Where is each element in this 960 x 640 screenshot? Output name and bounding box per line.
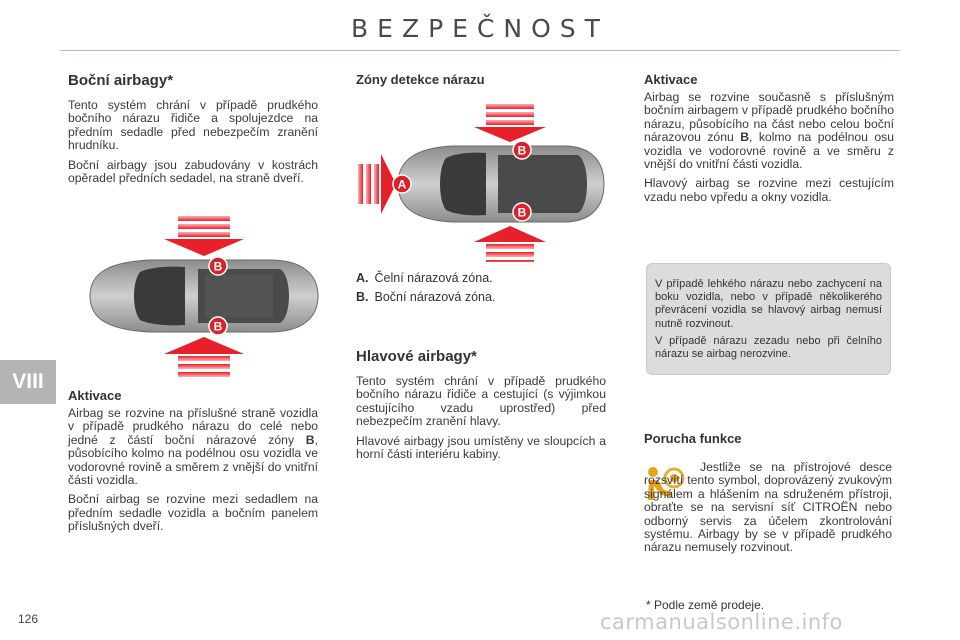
malfunction-section — [644, 431, 894, 450]
page-title: BEZPEČNOST — [351, 14, 609, 43]
side-activation-title: Aktivace — [68, 388, 122, 403]
impact-zones-figure — [356, 102, 606, 262]
head-activation-section — [644, 72, 894, 210]
watermark: carmanualsonline.info — [600, 610, 843, 634]
side-activation-text: Airbag se rozvine na příslušné straně vozidla v případě prudkého nárazu do celé nebo jedné z částí boční nárazové zóny B, působícího kolmo na podélnou osu vozidla ve vodorovné rovině a směrem z vnější do vnitřní části vozidla. — [68, 406, 318, 488]
svg-text:B: B — [517, 205, 527, 220]
car-top-view-zones — [398, 143, 604, 222]
zone-b-badge-bottom-zones — [513, 203, 531, 221]
title-divider — [60, 50, 900, 51]
head-airbags-title: Hlavové airbagy* — [356, 348, 477, 365]
note-rear-impact: V případě nárazu zezadu nebo při čelního nárazu se airbag nerozvine. — [655, 334, 882, 361]
head-airbags-section — [356, 348, 606, 467]
side-impact-figure — [80, 214, 325, 379]
arrow-up-bottom-zones — [474, 226, 546, 262]
side-airbags-intro: Tento systém chrání v případě prudkého bočního nárazu řidiče a spolujezdce na předním sedadle před nebezpečím zranění hrudníku. — [68, 98, 318, 153]
head-activation-deploy: Hlavový airbag se rozvine mezi cestujícím vzadu nebo vpředu a okny vozidla. — [644, 176, 894, 204]
impact-zones-section — [356, 72, 606, 91]
malfunction-title: Porucha funkce — [644, 431, 742, 446]
malfunction-text: Jestliže se na přístrojové desce rozsvítí tento symbol, doprovázený zvukovým signálem a hlášením na sdruženém přístroji, obraťte se na servisní síť CITROËN nebo odborný servis za účelem zkontrolování systému. Airbagy by se v případě prudkého nárazu nemusely rozvinout. — [644, 460, 892, 555]
legend-item-b: B. Boční nárazová zóna. — [356, 290, 496, 304]
side-activation-section — [68, 388, 318, 540]
arrow-front-left — [358, 154, 396, 214]
legend-item-a: A. Čelní nárazová zóna. — [356, 271, 493, 285]
chapter-tab[interactable]: VIII — [0, 360, 56, 404]
info-note-box — [646, 263, 891, 375]
arrow-down-top-zones — [474, 104, 546, 142]
side-airbags-section — [68, 72, 318, 191]
zone-b-badge-top — [209, 257, 227, 275]
zone-b-badge-top-zones — [513, 141, 531, 159]
head-activation-text: Airbag se rozvine současně s příslušným bočním airbagem v případě prudkého bočního nárazu, působícího na část nebo celou boční nárazovou zónu B, kolmo na podélnou osu vozidla ve vodorovné rovině a ve směru z vnější do vnitřní části vozidla. — [644, 90, 894, 172]
head-airbags-location: Hlavové airbagy jsou umístěny ve sloupcích a horní části interiéru kabiny. — [356, 433, 606, 462]
svg-text:A: A — [397, 177, 407, 192]
svg-text:B: B — [213, 319, 223, 334]
side-activation-deploy: Boční airbag se rozvine mezi sedadlem na předním sedadle vozidla a bočním panelem příslušných dveří. — [68, 492, 318, 534]
arrow-up-bottom — [164, 337, 244, 377]
svg-text:B: B — [213, 259, 223, 274]
head-airbags-intro: Tento systém chrání v případě prudkého bočního nárazu řidiče a cestující (s výjimkou cestujícího vzadu uprostřed) před nebezpečím zranění hlavy. — [356, 374, 606, 429]
zone-a-badge — [393, 175, 411, 193]
svg-text:B: B — [517, 143, 527, 158]
page-number: 126 — [18, 612, 39, 626]
footnote: * Podle země prodeje. — [646, 598, 765, 612]
note-light-impact: V případě lehkého nárazu nebo zachycení na boku vozidla, nebo v případě několikerého převrácení vozidla se hlavový airbag nemusí nutně rozvinout. — [655, 278, 882, 330]
arrow-down-top — [164, 216, 244, 256]
car-top-view — [90, 260, 318, 332]
impact-zones-legend — [356, 271, 606, 309]
side-airbags-location: Boční airbagy jsou zabudovány v kostrách opěradel předních sedadel, na straně dveří. — [68, 157, 318, 186]
head-activation-title: Aktivace — [644, 72, 698, 87]
zone-b-badge-bottom — [209, 317, 227, 335]
side-airbags-title: Boční airbagy* — [68, 72, 174, 89]
impact-zones-title: Zóny detekce nárazu — [356, 72, 485, 87]
